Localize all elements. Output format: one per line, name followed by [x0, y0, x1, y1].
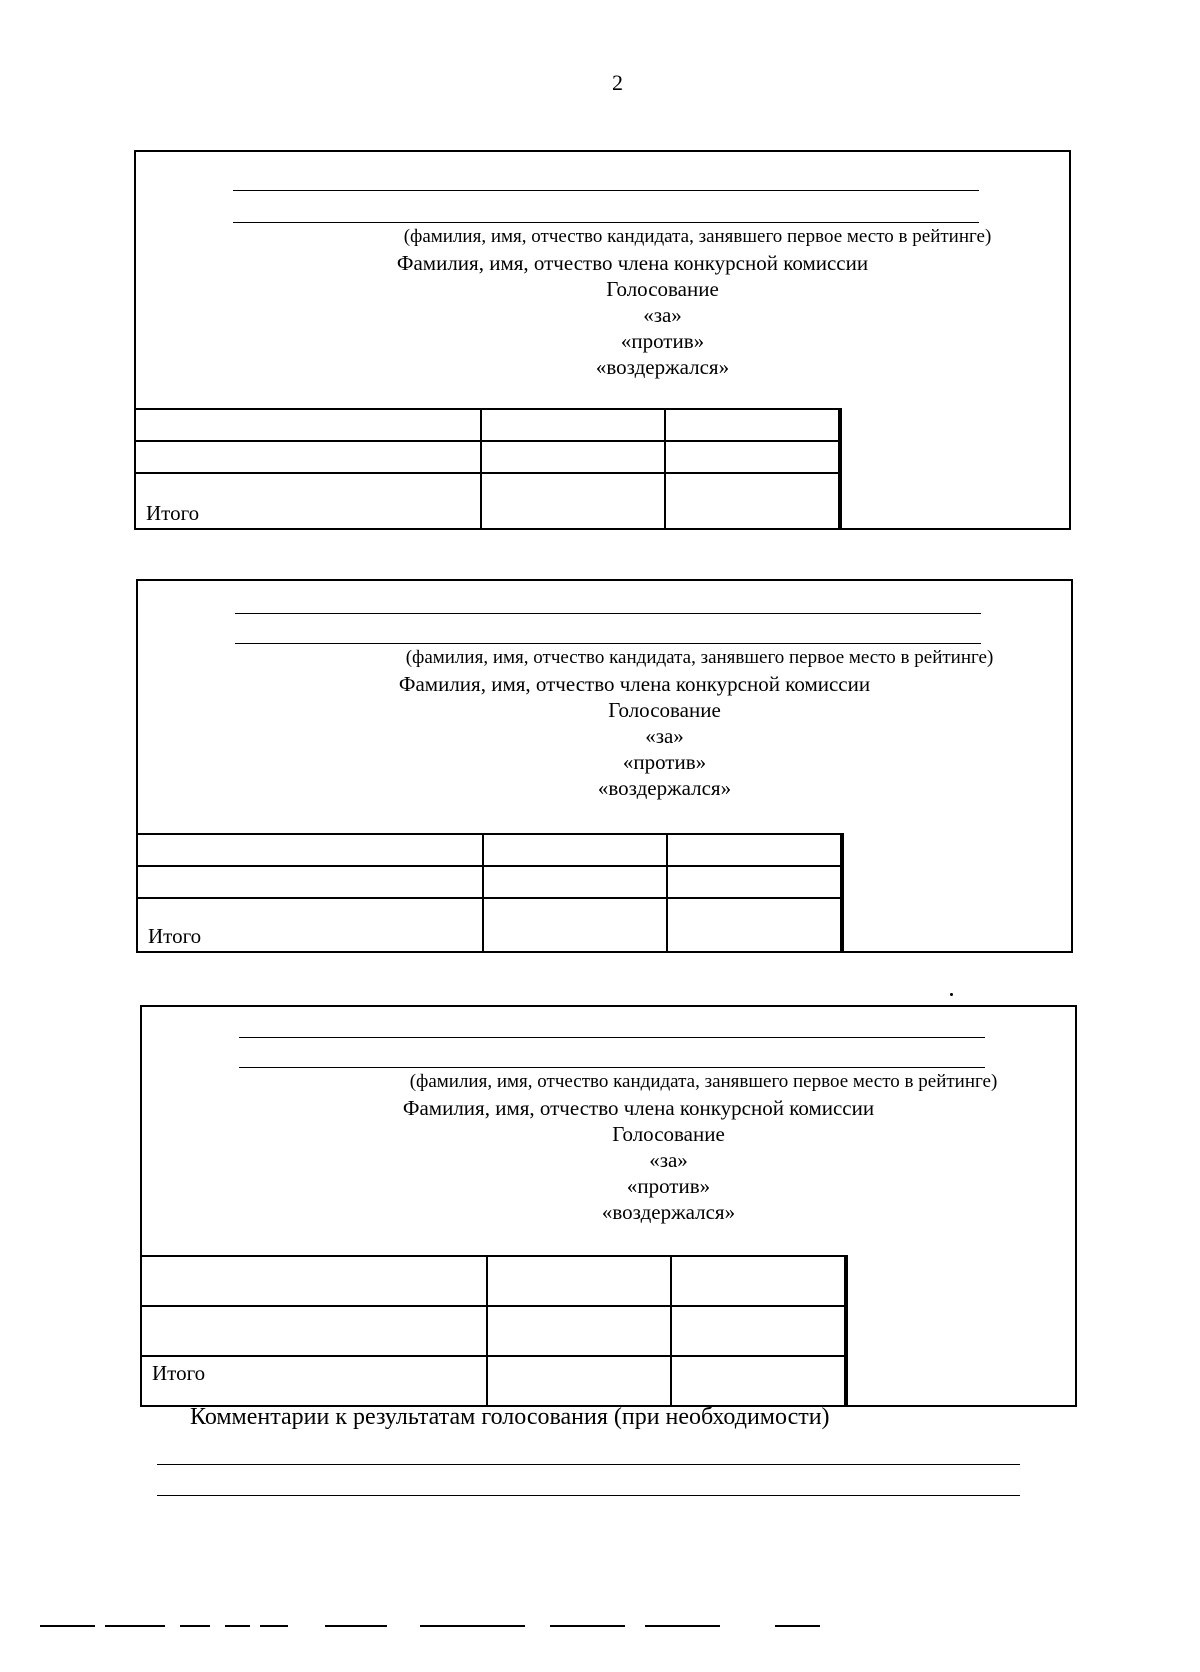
- scan-artifact-line: [420, 1625, 525, 1627]
- scan-artifact-line: [40, 1625, 95, 1627]
- member-cell[interactable]: [135, 441, 481, 473]
- option-for: «за»: [649, 1148, 688, 1172]
- member-cell[interactable]: [141, 1306, 487, 1356]
- comments-line[interactable]: [157, 1464, 1020, 1465]
- abstain-cell[interactable]: [845, 1306, 847, 1356]
- member-name-label: Фамилия, имя, отчество члена конкурсной комиссии: [402, 1096, 875, 1120]
- total-label: Итого: [135, 473, 481, 529]
- vote-grid: [140, 1255, 848, 1407]
- member-name-label: Фамилия, имя, отчество члена конкурсной комиссии: [396, 251, 869, 275]
- against-cell[interactable]: [671, 1256, 845, 1306]
- voting-table-3: [140, 1005, 1077, 1407]
- against-cell[interactable]: [667, 866, 841, 898]
- option-abstain: «воздержался»: [595, 355, 730, 379]
- against-cell[interactable]: [665, 409, 839, 441]
- for-cell[interactable]: [487, 1256, 671, 1306]
- abstain-cell[interactable]: [841, 866, 843, 898]
- voting-table-1: [134, 150, 1071, 530]
- candidate-name-line[interactable]: [233, 222, 979, 223]
- total-abstain-cell[interactable]: [841, 898, 843, 952]
- for-cell[interactable]: [483, 834, 667, 866]
- page-number: 2: [612, 70, 623, 95]
- voting-label: Голосование: [606, 277, 719, 301]
- member-cell[interactable]: [141, 1256, 487, 1306]
- vote-grid: [134, 408, 842, 530]
- scan-artifact-line: [225, 1625, 250, 1627]
- for-cell[interactable]: [487, 1306, 671, 1356]
- total-against-cell[interactable]: [671, 1356, 845, 1406]
- scan-artifact-line: [325, 1625, 387, 1627]
- total-for-cell[interactable]: [487, 1356, 671, 1406]
- voting-label: Голосование: [608, 698, 721, 722]
- scan-artifact-line: [260, 1625, 288, 1627]
- for-cell[interactable]: [481, 441, 665, 473]
- member-cell[interactable]: [135, 409, 481, 441]
- candidate-caption: (фамилия, имя, отчество кандидата, занявшего первое место в рейтинге): [403, 226, 992, 247]
- abstain-cell[interactable]: [839, 409, 841, 441]
- candidate-caption: (фамилия, имя, отчество кандидата, занявшего первое место в рейтинге): [409, 1071, 998, 1092]
- against-cell[interactable]: [665, 441, 839, 473]
- member-name-label: Фамилия, имя, отчество члена конкурсной комиссии: [398, 672, 871, 696]
- total-for-cell[interactable]: [481, 473, 665, 529]
- abstain-cell[interactable]: [839, 441, 841, 473]
- candidate-caption: (фамилия, имя, отчество кандидата, занявшего первое место в рейтинге): [405, 647, 994, 668]
- option-against: «против»: [622, 750, 707, 774]
- against-cell[interactable]: [671, 1306, 845, 1356]
- candidate-name-line[interactable]: [239, 1037, 985, 1038]
- voting-table-2: [136, 579, 1073, 953]
- member-cell[interactable]: [137, 866, 483, 898]
- abstain-cell[interactable]: [845, 1256, 847, 1306]
- total-label: Итого: [141, 1356, 487, 1406]
- candidate-name-line[interactable]: [235, 643, 981, 644]
- candidate-name-line[interactable]: [235, 613, 981, 614]
- voting-label: Голосование: [612, 1122, 725, 1146]
- comments-label: Комментарии к результатам голосования (при необходимости): [190, 1404, 830, 1430]
- total-label: Итого: [137, 898, 483, 952]
- total-abstain-cell[interactable]: [845, 1356, 847, 1406]
- scan-artifact-line: [775, 1625, 820, 1627]
- total-abstain-cell[interactable]: [839, 473, 841, 529]
- total-against-cell[interactable]: [667, 898, 841, 952]
- option-against: «против»: [626, 1174, 711, 1198]
- against-cell[interactable]: [667, 834, 841, 866]
- abstain-cell[interactable]: [841, 834, 843, 866]
- total-against-cell[interactable]: [665, 473, 839, 529]
- for-cell[interactable]: [481, 409, 665, 441]
- scan-artifact-line: [645, 1625, 720, 1627]
- option-abstain: «воздержался»: [597, 776, 732, 800]
- total-for-cell[interactable]: [483, 898, 667, 952]
- option-against: «против»: [620, 329, 705, 353]
- candidate-name-line[interactable]: [239, 1067, 985, 1068]
- option-abstain: «воздержался»: [601, 1200, 736, 1224]
- scan-artifact-line: [105, 1625, 165, 1627]
- option-for: «за»: [645, 724, 684, 748]
- comments-line[interactable]: [157, 1495, 1020, 1496]
- option-for: «за»: [643, 303, 682, 327]
- scan-artifact-line: [550, 1625, 625, 1627]
- scan-speck: [950, 993, 953, 996]
- vote-grid: [136, 833, 844, 953]
- for-cell[interactable]: [483, 866, 667, 898]
- member-cell[interactable]: [137, 834, 483, 866]
- candidate-name-line[interactable]: [233, 190, 979, 191]
- scan-artifact-line: [180, 1625, 210, 1627]
